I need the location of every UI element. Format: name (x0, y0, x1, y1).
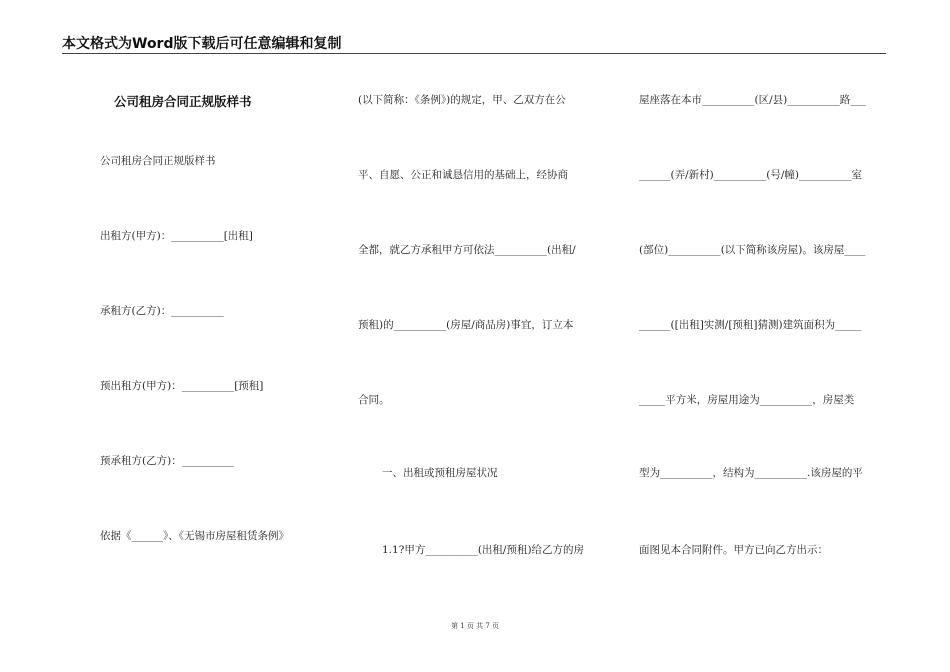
text-line: 预出租方(甲方)：__________[预租] (100, 380, 264, 392)
text-line: 依据《______》、《无锡市房屋租赁条例》 (100, 530, 289, 542)
text-line: _____平方米，房屋用途为__________，房屋类 (639, 394, 855, 406)
text-line: 合同。 (358, 394, 390, 406)
text-line: 承租方(乙方)：__________ (100, 305, 224, 317)
text-line: ______(弄/新村)__________(号/幢)__________室 (639, 169, 862, 181)
header-divider (62, 53, 886, 54)
text-line: 全都，就乙方承租甲方可依法__________(出租/ (358, 244, 576, 256)
text-line: (部位)__________(以下简称该房屋)。该房屋____ (639, 244, 866, 256)
page-number: 第 1 页 共 7 页 (450, 622, 500, 630)
section-heading: 一、出租或预租房屋状况 (382, 467, 498, 479)
text-line: 预承租方(乙方)：__________ (100, 455, 235, 467)
text-line: (以下简称：《条例》)的规定，甲、乙双方在公 (358, 94, 566, 106)
text-line: 出租方(甲方)：__________[出租] (100, 230, 253, 242)
text-line: 屋座落在本市__________(区/县)__________路___ (639, 94, 866, 106)
document-title: 公司租房合同正规版样书 (114, 94, 252, 109)
text-line: ______([出租]实测/[预租]猜测)建筑面积为_____ (639, 319, 862, 331)
text-line: 型为__________，结构为__________.该房屋的平 (639, 467, 863, 479)
text-line: 面图见本合同附件。甲方已向乙方出示： (639, 544, 828, 556)
text-line: 公司租房合同正规版样书 (100, 155, 216, 167)
text-line: 1.1?甲方__________(出租/预租)给乙方的房 (382, 544, 585, 556)
text-line: 平、自愿、公正和诚恳信用的基础上，经协商 (358, 169, 568, 181)
text-line: 预租)的__________(房屋/商品房)事宜，订立本 (358, 319, 574, 331)
header-text: 本文格式为Word版下载后可任意编辑和复制 (62, 36, 342, 52)
